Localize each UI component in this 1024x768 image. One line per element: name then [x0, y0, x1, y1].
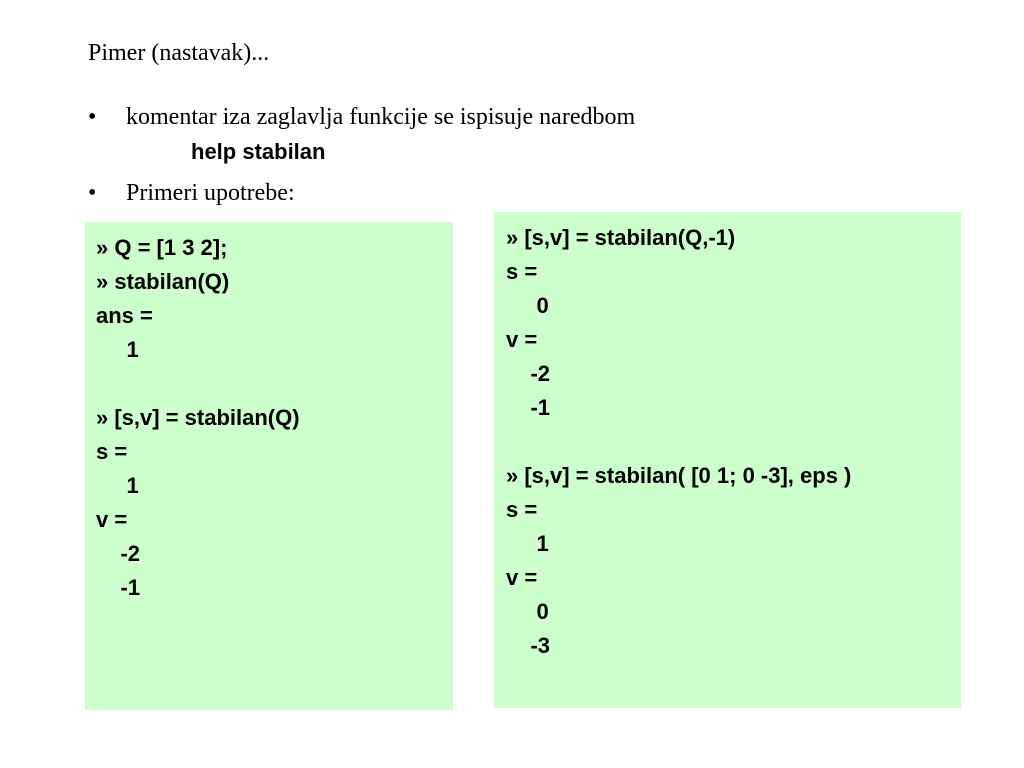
code-line: v = — [506, 565, 538, 590]
code-line: 1 — [96, 473, 139, 498]
code-line: 1 — [506, 531, 549, 556]
bullet-marker: • — [88, 180, 97, 206]
code-line: s = — [506, 259, 538, 284]
code-line: » [s,v] = stabilan( [0 1; 0 -3], eps ) — [506, 463, 852, 488]
bullet-marker: • — [88, 104, 97, 130]
code-line: » [s,v] = stabilan(Q) — [96, 405, 300, 430]
code-line: -1 — [96, 575, 141, 600]
code-line: -3 — [506, 633, 551, 658]
code-line: 0 — [506, 293, 549, 318]
code-line: 1 — [96, 337, 139, 362]
code-line: » [s,v] = stabilan(Q,-1) — [506, 225, 736, 250]
help-command: help stabilan — [191, 139, 326, 164]
code-line: v = — [96, 507, 128, 532]
code-line: 0 — [506, 599, 549, 624]
code-line: ans = — [96, 303, 153, 328]
bullet-text: komentar iza zaglavlja funkcije se ispisuje naredbom — [126, 104, 636, 130]
code-line: -1 — [506, 395, 551, 420]
code-line: v = — [506, 327, 538, 352]
code-box-left — [85, 222, 453, 710]
code-line: s = — [96, 439, 128, 464]
code-line: -2 — [96, 541, 141, 566]
code-line: » stabilan(Q) — [96, 269, 230, 294]
code-line: s = — [506, 497, 538, 522]
bullet-text: Primeri upotrebe: — [126, 180, 295, 206]
code-line — [506, 425, 961, 459]
code-box-right — [494, 212, 961, 708]
code-line: » Q = [1 3 2]; — [96, 235, 228, 260]
code-line: -2 — [506, 361, 551, 386]
code-line — [96, 367, 453, 401]
slide-title: Pimer (nastavak)... — [88, 40, 270, 66]
